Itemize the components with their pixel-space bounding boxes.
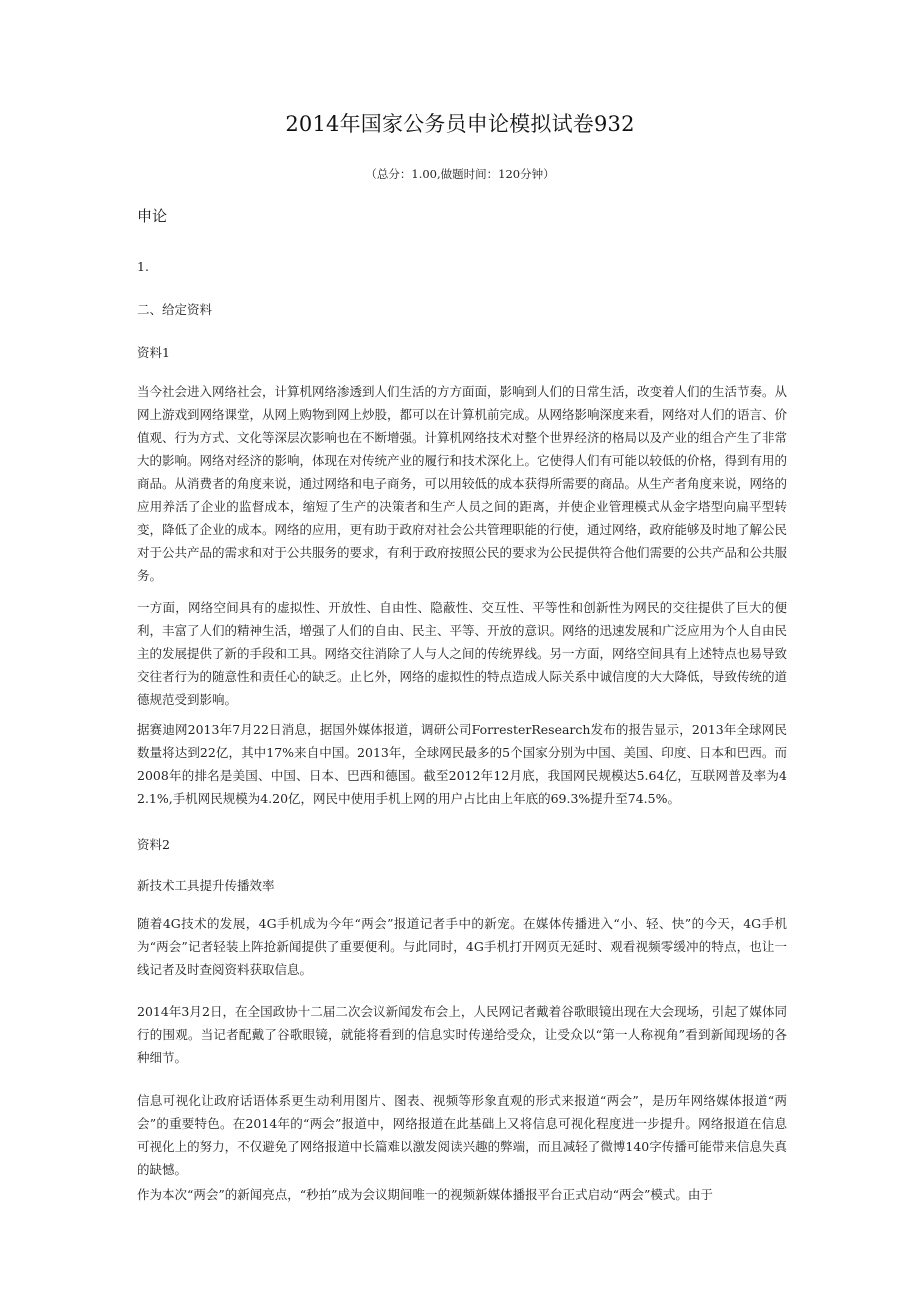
section-heading: 申论 (137, 207, 168, 225)
paragraph: 2014年3月2日，在全国政协十二届二次会议新闻发布会上，人民网记者戴着谷歌眼镜出现在大会现场，引起了媒体同行的围观。当记者配戴了谷歌眼镜，就能将看到的信息实时传递给受众，让受众以“第一人称视角”看到新闻现场的各种细节。 (137, 1004, 787, 1065)
question-number: 1. (137, 259, 149, 274)
material-1-label: 资料1 (137, 345, 170, 360)
paragraph: 一方面，网络空间具有的虚拟性、开放性、自由性、隐蔽性、交互性、平等性和创新性为网民的交往提供了巨大的便利，丰富了人们的精神生活，增强了人们的自由、民主、平等、开放的意识。网络的迅速发展和广泛应用为个人自由民主的发展提供了新的手段和工具。网络交往消除了人与人之间的传统界线。另一方面，网络空间具有上述特点也易导致交往者行为的随意性和责任心的缺乏。止匕外，网络的虚拟性的特点造成人际关系中诚信度的大大降低，导致传统的道德规范受到影响。 (137, 600, 788, 707)
material-2-subtitle: 新技术工具提升传播效率 (137, 878, 275, 893)
paragraph: 随着4G技术的发展，4G手机成为今年“两会”报道记者手中的新宠。在媒体传播进入“小、轻、快”的今天，4G手机为“两会”记者轻装上阵抢新闻提供了重要便利。与此同时，4G手机打开网页无延时、观看视频零缓冲的特点，也让一线记者及时查阅资料获取信息。 (137, 916, 787, 977)
paragraph: 作为本次“两会”的新闻亮点，“秒拍”成为会议期间唯一的视频新媒体播报平台正式启动“两会”模式。由于 (137, 1187, 713, 1202)
exam-meta: （总分：1.00,做题时间：120分钟） (365, 167, 555, 181)
paragraph: 信息可视化让政府话语体系更生动利用图片、图表、视频等形象直观的形式来报道“两会”，是历年网络媒体报道“两会”的重要特色。在2014年的“两会”报道中，网络报道在此基础上又将信息可视化程度进一步提升。网络报道在信息可视化上的努力，不仅避免了网络报道中长篇难以激发阅读兴趣的弊端，而且减轻了微博140字传播可能带来信息失真的缺憾。 (137, 1093, 787, 1177)
paragraph: 当今社会进入网络社会，计算机网络渗透到人们生活的方方面面，影响到人们的日常生活，改变着人们的生活节奏。从网上游戏到网络课堂，从网上购物到网上炒股，都可以在计算机前完成。从网络影响深度来看，网络对人们的语言、价值观、行为方式、文化等深层次影响也在不断增强。计算机网络技术对整个世界经济的格局以及产业的组合产生了非常大的影响。网络对经济的影响，体现在对传统产业的履行和技术深化上。它使得人们有可能以较低的价格，得到有用的商品。从消费者的角度来说，通过网络和电子商务，可以用较低的成本获得所需要的商品。从生产者角度来说，网络的应用养活了企业的监督成本，缩短了生产的决策者和生产人员之间的距离，并使企业管理模式从金字塔型向扁平型转变，降低了企业的成本。网络的应用，更有助于政府对社会公共管理职能的行使，通过网络，政府能够及时地了解公民对于公共产品的需求和对于公共服务的要求，有利于政府按照公民的要求为公民提供符合他们需要的公共产品和公共服务。 (137, 384, 788, 583)
document-title: 2014年国家公务员申论模拟试卷932 (285, 112, 635, 136)
paragraph: 据赛迪网2013年7月22日消息，据国外媒体报道，调研公司ForresterResearch发布的报告显示，2013年全球网民数量将达到22亿，其中17%来自中国。2013年，全球网民最多的5个国家分别为中国、美国、印度、日本和巴西。而2008年的排名是美国、中国、日本、巴西和德国。截至2012年12月底，我国网民规模达5.64亿，互联网普及率为42.1%,手机网民规模为4.20亿，网民中使用手机上网的用户占比由上年底的69.3%提升至74.5%。 (137, 722, 787, 806)
part-heading: 二、给定资料 (137, 302, 213, 317)
material-2-label: 资料2 (137, 837, 170, 852)
